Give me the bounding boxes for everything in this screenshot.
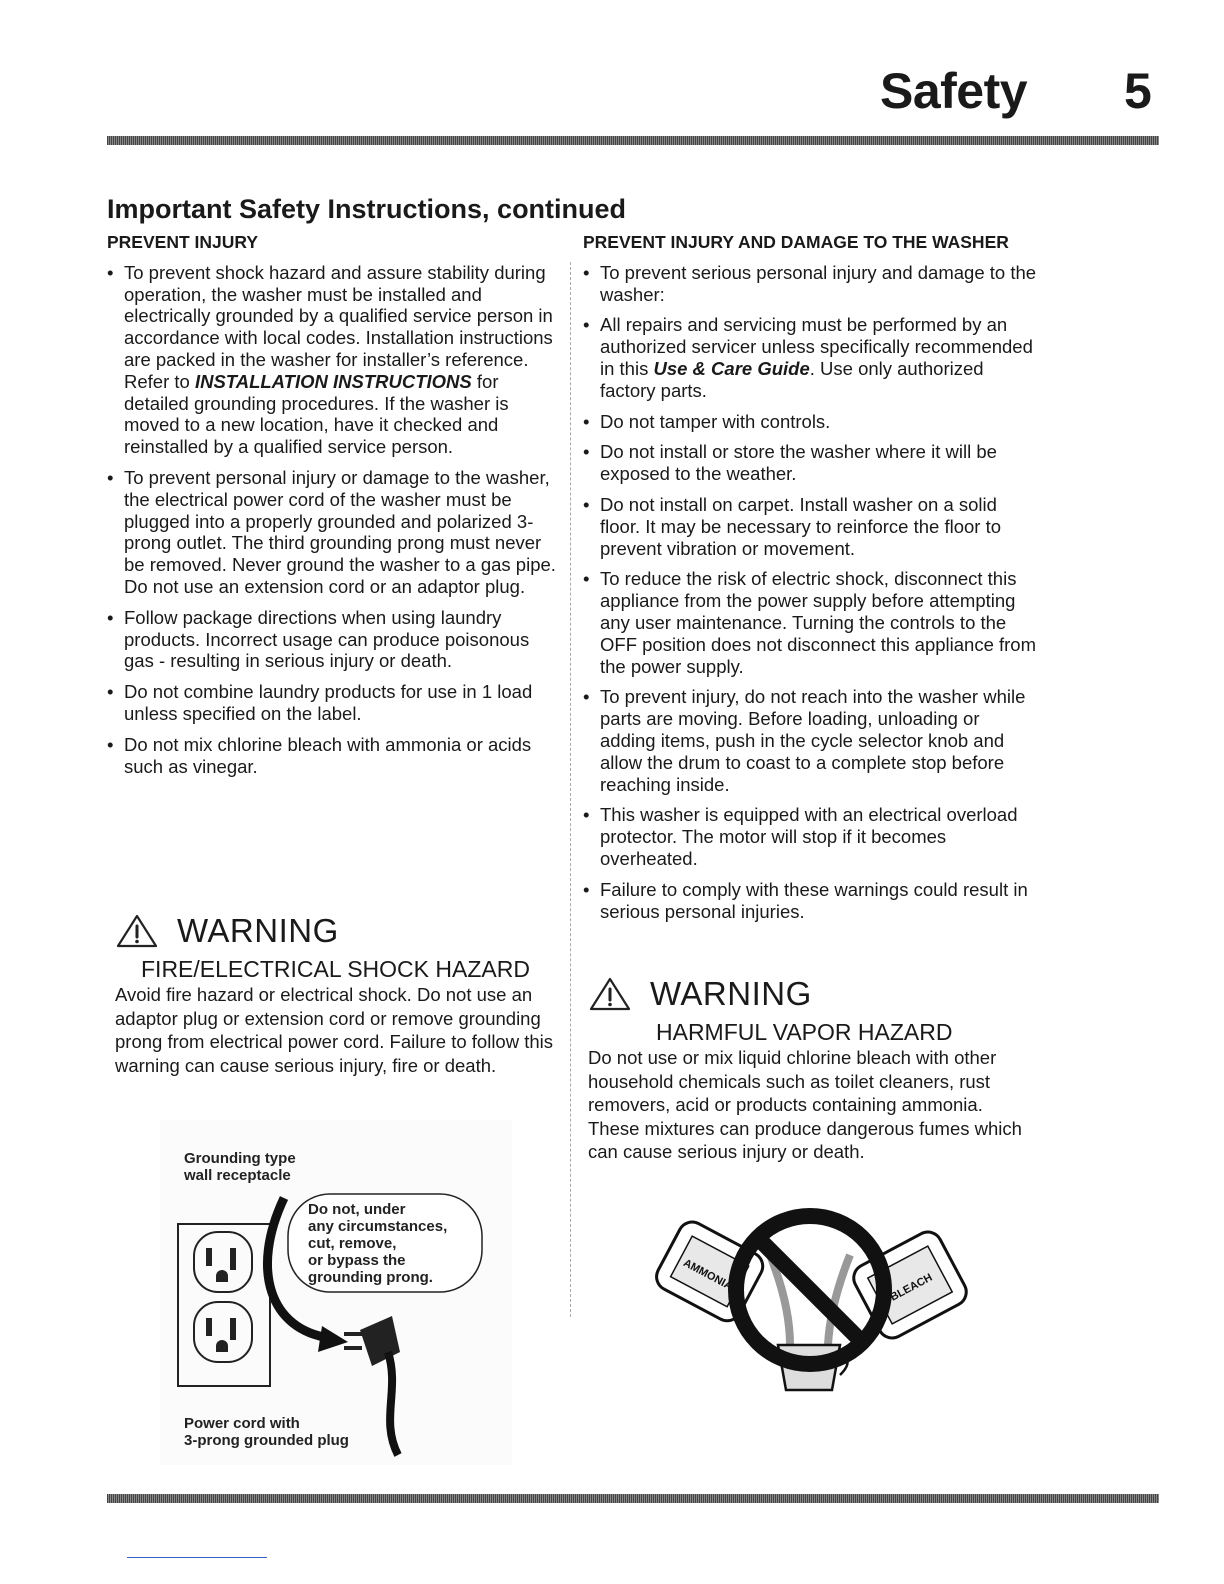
harmful-vapor-warning bbox=[588, 975, 1038, 1164]
page-number: 5 bbox=[1124, 63, 1152, 119]
prevent-damage-heading: PREVENT INJURY AND DAMAGE TO THE WASHER bbox=[583, 232, 1009, 252]
body-text: All repairs and servicing must be performed by an authorized servicer unless specifically recommended in this bbox=[600, 314, 1033, 379]
body-text: To prevent personal injury or damage to the washer, the electrical power cord of the washer must be plugged into a properly grounded and polarized 3-prong outlet. The third grounding prong must never be removed. Never ground the washer to a gas pipe. Do not use an extension cord or an adaptor plug. bbox=[124, 466, 556, 597]
emphasis-text: Use & Care Guide bbox=[653, 357, 810, 379]
callout-line3: cut, remove, bbox=[308, 1235, 397, 1252]
callout-line4: or bypass the bbox=[308, 1252, 406, 1269]
right-bullet-list bbox=[583, 262, 1039, 923]
list-item bbox=[583, 494, 1039, 559]
callout-line5: grounding prong. bbox=[308, 1269, 433, 1286]
prevent-injury-heading: PREVENT INJURY bbox=[107, 232, 259, 252]
list-item bbox=[107, 607, 559, 672]
bleach-label: BLEACH bbox=[888, 1271, 935, 1304]
hazard-title: FIRE/ELECTRICAL SHOCK HAZARD bbox=[141, 956, 530, 982]
list-item bbox=[107, 734, 559, 778]
body-text: Do not tamper with controls. bbox=[600, 410, 831, 432]
cord-label-line1: Power cord with bbox=[184, 1415, 300, 1432]
column-divider bbox=[570, 262, 571, 1317]
list-item bbox=[583, 568, 1039, 677]
warning-triangle-icon bbox=[588, 976, 632, 1012]
callout-line1: Do not, under bbox=[308, 1201, 406, 1218]
body-text: Do not combine laundry products for use in 1 load unless specified on the label. bbox=[124, 681, 533, 724]
list-item bbox=[583, 262, 1039, 306]
body-text: Failure to comply with these warnings could result in serious personal injuries. bbox=[600, 878, 1028, 922]
body-text: To prevent injury, do not reach into the washer while parts are moving. Before loading, unloading or adding items, push in the cycle selector knob and allow the drum to coast to a complete stop before reaching inside. bbox=[600, 686, 1026, 795]
emphasis-text: INSTALLATION INSTRUCTIONS bbox=[194, 370, 472, 392]
body-text: . Use only authorized factory parts. bbox=[600, 357, 984, 401]
list-item bbox=[107, 262, 559, 458]
body-text: To prevent shock hazard and assure stability during operation, the washer must be installed and electrically grounded by a qualified service person in accordance with local codes. Installation instructions are packed in the washer for installer’s reference. Refer to bbox=[124, 261, 553, 392]
body-text: Do not install on carpet. Install washer on a solid floor. It may be necessary to reinforce the floor to prevent vibration or movement. bbox=[600, 493, 1002, 559]
fire-shock-warning bbox=[115, 912, 555, 1077]
list-item bbox=[107, 467, 559, 598]
ammonia-label: AMMONIA bbox=[681, 1257, 735, 1293]
warning-label: WARNING bbox=[177, 912, 339, 949]
warning-text: Avoid fire hazard or electrical shock. Do not use an adaptor plug or extension cord or remove grounding prong from electrical power cord. Failure to follow this warning can cause serious injury, fire or death. bbox=[115, 984, 554, 1076]
body-text: Do not mix chlorine bleach with ammonia or acids such as vinegar. bbox=[124, 733, 532, 777]
list-item bbox=[583, 441, 1039, 485]
list-item bbox=[583, 411, 1039, 433]
ammonia-bottle-icon bbox=[652, 1217, 768, 1326]
cord-label-line2: 3-prong grounded plug bbox=[184, 1432, 349, 1449]
list-item bbox=[583, 879, 1039, 923]
body-text: To prevent serious personal injury and damage to the washer: bbox=[600, 261, 1037, 305]
receptacle-label-line2: wall receptacle bbox=[184, 1167, 291, 1184]
warning-text: Do not use or mix liquid chlorine bleach with other household chemicals such as toilet cleaners, rust removers, acid or products containing ammonia. These mixtures can produce dangerous fumes which can cause serious injury or death. bbox=[588, 1047, 1022, 1162]
warning-triangle-icon bbox=[115, 913, 159, 949]
body-text: To reduce the risk of electric shock, disconnect this appliance from the power supply before attempting any user maintenance. Turning the controls to the OFF position does not disconnect this appliance from the power supply. bbox=[600, 568, 1037, 677]
no-mixing-illustration bbox=[640, 1195, 980, 1400]
receptacle-label-line1: Grounding type bbox=[184, 1150, 296, 1167]
header-rule bbox=[107, 136, 1159, 145]
body-text: This washer is equipped with an electrical overload protector. The motor will stop if it becomes overheated. bbox=[600, 804, 1018, 869]
footer-rule bbox=[107, 1494, 1159, 1503]
grounding-illustration bbox=[160, 1120, 512, 1465]
left-column bbox=[107, 232, 559, 786]
body-text: for detailed grounding procedures. If the washer is moved to a new location, have it checked and reinstalled by a qualified service person. bbox=[124, 370, 509, 458]
list-item bbox=[107, 681, 559, 725]
list-item bbox=[583, 804, 1039, 869]
section-heading: Important Safety Instructions, continued bbox=[107, 194, 627, 224]
list-item bbox=[583, 314, 1039, 401]
body-text: Follow package directions when using laundry products. Incorrect usage can produce poisonous gas - resulting in serious injury or death. bbox=[124, 606, 530, 672]
body-text: Do not install or store the washer where it will be exposed to the weather. bbox=[600, 441, 997, 485]
list-item bbox=[583, 686, 1039, 795]
callout-line2: any circumstances, bbox=[308, 1218, 448, 1235]
footer-underline bbox=[127, 1557, 267, 1558]
left-bullet-list bbox=[107, 262, 559, 778]
right-column bbox=[583, 232, 1039, 931]
hazard-title: HARMFUL VAPOR HAZARD bbox=[656, 1019, 953, 1045]
warning-label: WARNING bbox=[650, 975, 812, 1012]
page-section-title: Safety bbox=[880, 63, 1028, 119]
